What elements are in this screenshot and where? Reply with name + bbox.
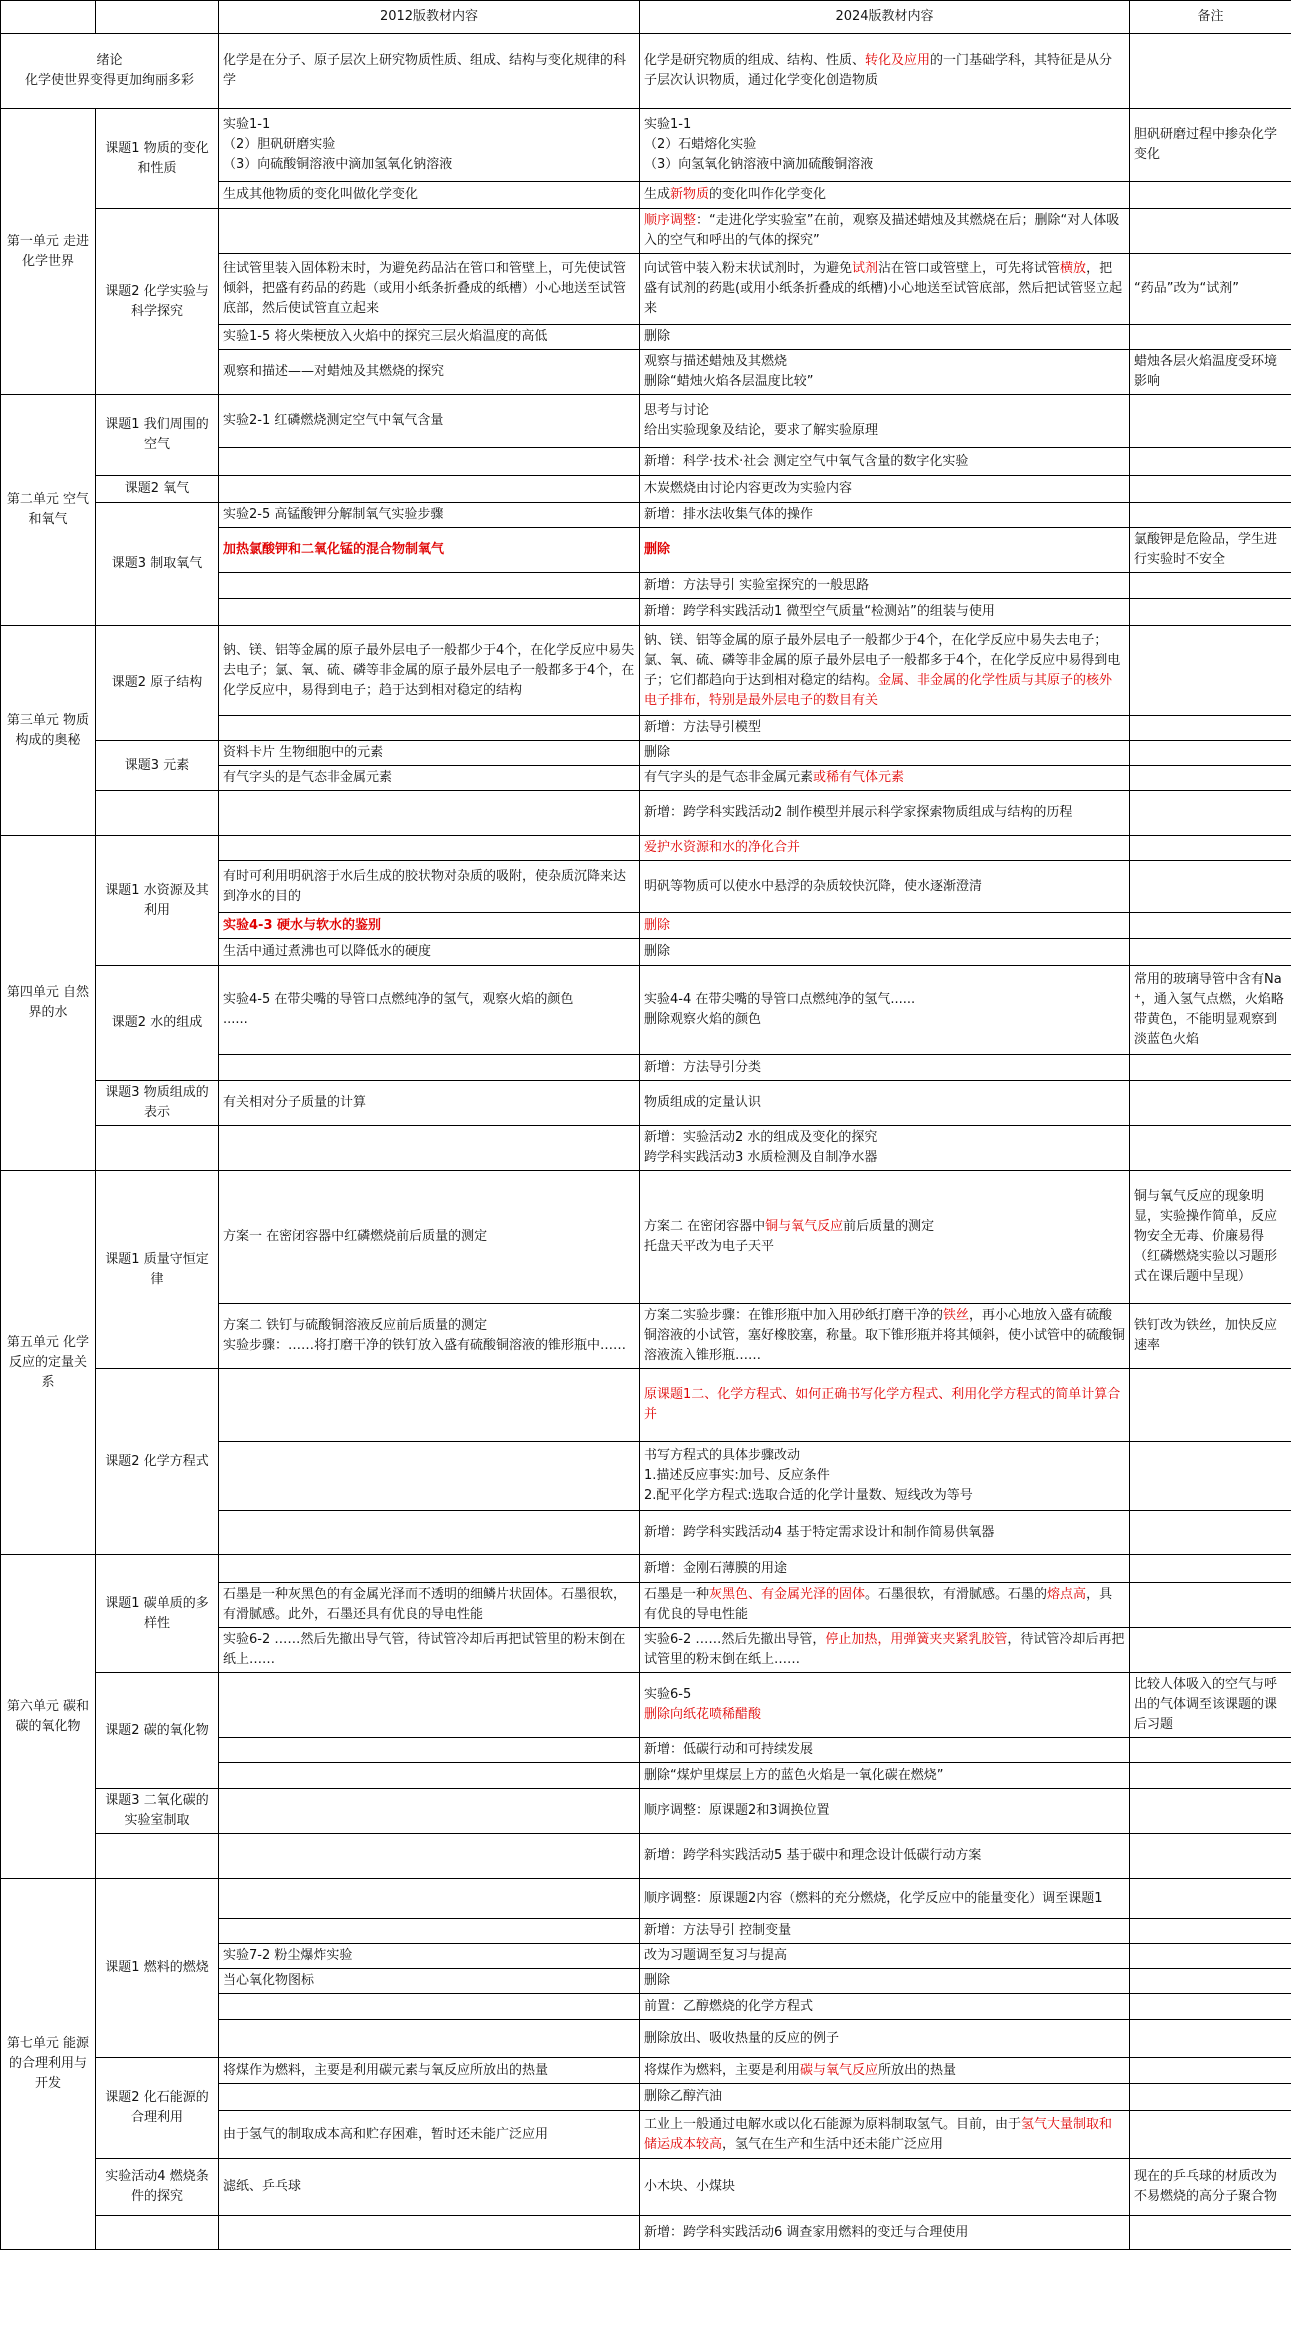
note-cell	[1130, 1081, 1291, 1126]
note-cell	[1130, 1628, 1291, 1673]
content-2012	[219, 1673, 640, 1738]
note-cell	[1130, 503, 1291, 528]
note-cell	[1130, 395, 1291, 448]
note-cell: 现在的乒乓球的材质改为不易燃烧的高分子聚合物	[1130, 2159, 1291, 2216]
content-2024: 删除“煤炉里煤层上方的蓝色火焰是一氧化碳在燃烧”	[640, 1763, 1130, 1789]
highlight-text: 删除向纸花喷稀醋酸	[644, 1707, 762, 1722]
text-line: ......	[223, 1012, 248, 1027]
content-2024: 顺序调整：原课题2内容（燃料的充分燃烧，化学反应中的能量变化）调至课题1	[640, 1879, 1130, 1919]
text-segment: 将煤作为燃料，主要是利用	[644, 2062, 801, 2078]
table-row	[1, 2159, 1291, 2216]
note-cell	[1130, 1994, 1291, 2020]
content-2012	[219, 599, 640, 626]
topic-cell: 课题1 碳单质的多样性	[96, 1555, 219, 1673]
table-row	[1, 2216, 1291, 2250]
note-cell	[1130, 1738, 1291, 1763]
content-2024: 新增：跨学科实践活动4 基于特定需求设计和制作简易供氧器	[640, 1511, 1130, 1555]
intro-unit-subtitle: 化学使世界变得更加绚丽多彩	[24, 73, 194, 88]
note-cell	[1130, 2058, 1291, 2084]
note-cell: 铁钉改为铁丝，加快反应速率	[1130, 1304, 1291, 1369]
content-2012	[219, 716, 640, 741]
content-2012	[219, 1763, 640, 1789]
text-line: 实验1-1	[644, 117, 692, 132]
content-2012	[219, 1789, 640, 1834]
note-cell	[1130, 573, 1291, 599]
content-2012	[219, 2216, 640, 2250]
text-segment: ，待试管冷却后再把试管里的粉末倒在纸上……	[644, 1632, 1125, 1667]
content-2012	[219, 109, 640, 182]
content-2024	[640, 109, 1130, 182]
highlight-text: 或稀有气体元素	[813, 770, 905, 785]
note-cell: 常用的玻璃导管中含有Na⁺，通入氢气点燃，火焰略带黄色，不能明显观察到淡蓝色火焰	[1130, 966, 1291, 1055]
text-segment: 方案二实验步骤：在锥形瓶中加入用砂纸打磨干净的	[644, 1308, 944, 1323]
topic-cell: 课题2 化学方程式	[96, 1369, 219, 1555]
highlight-text: 转化及应用	[865, 53, 931, 68]
header-note: 备注	[1130, 1, 1291, 34]
note-cell	[1130, 476, 1291, 503]
note-cell	[1130, 182, 1291, 209]
topic-cell: 课题2 化学实验与科学探究	[96, 209, 219, 395]
table-row	[1, 741, 1291, 766]
table-row	[1, 1369, 1291, 1442]
content-2024: 物质组成的定量认识	[640, 1081, 1130, 1126]
content-2024: 删除	[640, 913, 1130, 939]
note-cell	[1130, 2111, 1291, 2159]
content-2024: 新增：排水法收集气体的操作	[640, 503, 1130, 528]
topic-cell: 课题2 氧气	[96, 476, 219, 503]
content-2024	[640, 1126, 1130, 1171]
content-2012	[219, 573, 640, 599]
note-cell	[1130, 1555, 1291, 1583]
content-2024: 顺序调整：原课题2和3调换位置	[640, 1789, 1130, 1834]
note-cell	[1130, 939, 1291, 966]
content-2024: 新增：科学·技术·社会 测定空气中氧气含量的数字化实验	[640, 448, 1130, 476]
note-cell: 铜与氧气反应的现象明显，实验操作简单，反应物安全无毒、价廉易得（红磷燃烧实验以习题形式在课后题中呈现）	[1130, 1171, 1291, 1304]
note-cell	[1130, 766, 1291, 791]
content-2024: 删除放出、吸收热量的反应的例子	[640, 2020, 1130, 2058]
header-unit	[1, 1, 96, 34]
text-segment: 前后质量的测定 托盘天平改为电子天平	[644, 1219, 935, 1254]
content-2024: 新增：方法导引模型	[640, 716, 1130, 741]
table-row	[1, 503, 1291, 528]
topic-cell: 实验活动4 燃烧条件的探究	[96, 2159, 219, 2216]
content-2024	[640, 2111, 1130, 2159]
content-2024: 改为习题调至复习与提高	[640, 1944, 1130, 1969]
header-2024: 2024版教材内容	[640, 1, 1130, 34]
content-2012	[219, 836, 640, 861]
header-topic	[96, 1, 219, 34]
text-line: 删除观察火焰的颜色	[644, 1012, 762, 1027]
content-2012	[219, 1555, 640, 1583]
content-2012	[219, 1055, 640, 1081]
content-2012: 有气字头的是气态非金属元素	[219, 766, 640, 791]
note-cell	[1130, 1055, 1291, 1081]
content-2012	[219, 1738, 640, 1763]
content-2012	[219, 1511, 640, 1555]
content-2024: 删除	[640, 528, 1130, 573]
intro-2012: 化学是在分子、原子层次上研究物质性质、组成、结构与变化规律的科学	[219, 34, 640, 109]
text-line: 2.配平化学方程式:选取合适的化学计量数、短线改为等号	[644, 1488, 973, 1503]
intro-unit-title: 绪论	[96, 53, 123, 68]
text-line: 实验1-1	[223, 117, 271, 132]
note-cell	[1130, 1969, 1291, 1994]
highlight-text: 灰黑色、有金属光泽的固体	[709, 1587, 866, 1602]
text-segment: 的变化叫作化学变化	[709, 187, 827, 202]
content-2012: 实验7-2 粉尘爆炸实验	[219, 1944, 640, 1969]
table-row	[1, 791, 1291, 836]
text-segment: ，具有优良的导电性能	[644, 1587, 1113, 1622]
table-row	[1, 1789, 1291, 1834]
content-2024: 爱护水资源和水的净化合并	[640, 836, 1130, 861]
table-row	[1, 395, 1291, 448]
highlight-text: 顺序调整	[644, 213, 697, 228]
table-row	[1, 966, 1291, 1055]
note-cell	[1130, 1763, 1291, 1789]
unit-cell: 第四单元 自然界的水	[1, 836, 96, 1171]
content-2024	[640, 1171, 1130, 1304]
topic-cell: 课题2 碳的氧化物	[96, 1673, 219, 1789]
highlight-text: 试剂	[852, 261, 879, 276]
content-2012: 石墨是一种灰黑色的有金属光泽而不透明的细鳞片状固体。石墨很软，有滑腻感。此外，石墨还具有优良的导电性能	[219, 1583, 640, 1628]
table-row	[1, 1834, 1291, 1879]
note-cell	[1130, 1789, 1291, 1834]
content-2012	[219, 476, 640, 503]
text-segment: ，氢气在生产和生活中还未能广泛应用	[722, 2136, 944, 2152]
text-line: （3）向氢氧化钠溶液中滴加硫酸铜溶液	[644, 157, 874, 172]
text-line: 跨学科实践活动3 水质检测及自制净水器	[644, 1150, 878, 1165]
content-2012	[219, 1369, 640, 1442]
note-cell	[1130, 836, 1291, 861]
note-cell	[1130, 1511, 1291, 1555]
text-segment: 。石墨很软，有滑腻感。石墨的	[865, 1587, 1048, 1602]
note-cell	[1130, 626, 1291, 716]
topic-cell: 课题1 水资源及其利用	[96, 836, 219, 966]
content-2012	[219, 791, 640, 836]
content-2012: 由于氢气的制取成本高和贮存困难，暂时还未能广泛应用	[219, 2111, 640, 2159]
content-2024: 新增：跨学科实践活动1 微型空气质量“检测站”的组装与使用	[640, 599, 1130, 626]
content-2024: 删除	[640, 1969, 1130, 1994]
content-2024: 新增：方法导引 控制变量	[640, 1919, 1130, 1944]
table-row	[1, 109, 1291, 182]
text-segment: 石墨是一种	[644, 1587, 710, 1602]
content-2024: 新增：方法导引分类	[640, 1055, 1130, 1081]
highlight-text: 新物质	[670, 187, 710, 202]
content-2012: 当心氧化物图标	[219, 1969, 640, 1994]
unit-cell: 第五单元 化学反应的定量关系	[1, 1171, 96, 1555]
content-2012: 实验2-1 红磷燃烧测定空气中氧气含量	[219, 395, 640, 448]
content-2012: 有关相对分子质量的计算	[219, 1081, 640, 1126]
text-line: （2）石蜡熔化实验	[644, 137, 757, 152]
content-2024	[640, 1583, 1130, 1628]
highlight-text: 氢气大量制取和储运成本较高	[644, 2116, 1113, 2152]
topic-cell: 课题2 化石能源的合理利用	[96, 2058, 219, 2159]
text-segment: 生成	[644, 187, 671, 202]
topic-cell	[96, 2216, 219, 2250]
text-segment: 所放出的热量	[878, 2062, 957, 2078]
text-segment: 实验6-2 ……然后先撤出导管，	[644, 1632, 826, 1647]
note-cell	[1130, 2084, 1291, 2111]
highlight-text: 铁丝	[943, 1308, 970, 1323]
content-2024	[640, 350, 1130, 395]
note-cell	[1130, 1369, 1291, 1442]
content-2024: 新增：跨学科实践活动6 调查家用燃料的变迁与合理使用	[640, 2216, 1130, 2250]
text-line: （2）胆矾研磨实验	[223, 137, 336, 152]
content-2024: 新增：跨学科实践活动5 基于碳中和理念设计低碳行动方案	[640, 1834, 1130, 1879]
table-row	[1, 836, 1291, 861]
text-segment: 的一门基础学科，其特征是从分子层次认识物质，通过化学变化创造物质	[644, 53, 1113, 88]
table-row	[1, 1879, 1291, 1919]
highlight-text: 横放	[1060, 261, 1087, 276]
content-2012: 往试管里装入固体粉末时，为避免药品沾在管口和管壁上，可先使试管倾斜，把盛有药品的药匙（或用小纸条折叠成的纸槽）小心地送至试管底部，然后使试管直立起来	[219, 254, 640, 325]
topic-cell: 课题3 物质组成的表示	[96, 1081, 219, 1126]
unit-cell: 第一单元 走进化学世界	[1, 109, 96, 395]
note-cell	[1130, 2216, 1291, 2250]
table-row	[1, 476, 1291, 503]
table-row	[1, 1126, 1291, 1171]
content-2024: 新增：跨学科实践活动2 制作模型并展示科学家探索物质组成与结构的历程	[640, 791, 1130, 836]
intro-unit-cell	[1, 34, 219, 109]
content-2012: 滤纸、乒乓球	[219, 2159, 640, 2216]
note-cell	[1130, 1126, 1291, 1171]
note-cell	[1130, 913, 1291, 939]
header-row	[1, 1, 1291, 34]
content-2012	[219, 1442, 640, 1511]
topic-cell: 课题1 物质的变化和性质	[96, 109, 219, 209]
note-cell	[1130, 791, 1291, 836]
text-segment: 有气字头的是气态非金属元素	[644, 770, 814, 785]
highlight-text: 金属、非金属的化学性质与其原子的核外电子排布，特别是最外层电子的数目有关	[644, 672, 1113, 708]
content-2012: 将煤作为燃料，主要是利用碳元素与氧反应所放出的热量	[219, 2058, 640, 2084]
content-2024: 新增：方法导引 实验室探究的一般思路	[640, 573, 1130, 599]
content-2024	[640, 1304, 1130, 1369]
topic-cell: 课题2 水的组成	[96, 966, 219, 1081]
content-2012: 有时可利用明矾溶于水后生成的胶状物对杂质的吸附，使杂质沉降来达到净水的目的	[219, 861, 640, 913]
text-segment: 工业上一般通过电解水或以化石能源为原料制取氢气。目前，由于	[644, 2116, 1022, 2132]
note-cell	[1130, 1944, 1291, 1969]
intro-row	[1, 34, 1291, 109]
content-2024	[640, 182, 1130, 209]
content-2024: 明矾等物质可以使水中悬浮的杂质较快沉降，使水逐渐澄清	[640, 861, 1130, 913]
unit-cell: 第三单元 物质构成的奥秘	[1, 626, 96, 836]
topic-cell	[96, 1126, 219, 1171]
highlight-text: 熔点高	[1047, 1587, 1087, 1602]
note-cell	[1130, 1879, 1291, 1919]
text-segment: 向试管中装入粉末状试剂时，为避免	[644, 261, 853, 276]
text-segment: ，把盛有试剂的药匙(或用小纸条折叠成的纸槽)小心地送至试管底部，然后把试管竖立起来	[644, 261, 1123, 316]
content-2024	[640, 209, 1130, 254]
unit-cell: 第六单元 碳和碳的氧化物	[1, 1555, 96, 1879]
content-2012	[219, 2084, 640, 2111]
content-2024: 删除乙醇汽油	[640, 2084, 1130, 2111]
content-2024: 新增：金刚石薄膜的用途	[640, 1555, 1130, 1583]
topic-cell	[96, 791, 219, 836]
text-line: （3）向硫酸铜溶液中滴加氢氧化钠溶液	[223, 157, 453, 172]
note-cell: 比较人体吸入的空气与呼出的气体调至该课题的课后习题	[1130, 1673, 1291, 1738]
text-line: 1.描述反应事实:加号、反应条件	[644, 1468, 830, 1483]
content-2012	[219, 2020, 640, 2058]
content-2012: 方案一 在密闭容器中红磷燃烧前后质量的测定	[219, 1171, 640, 1304]
note-cell	[1130, 448, 1291, 476]
text-segment: 钠、镁、铝等金属的原子最外层电子一般都少于4个，在化学反应中易失去电子；氯、氧、硫、磷等非金属的原子最外层电子一般都多于4个，在化学反应中易得到电子；它们都趋向于达到相对稳定的结构。	[644, 632, 1121, 688]
content-2012	[219, 966, 640, 1055]
content-2012	[219, 1919, 640, 1944]
topic-cell: 课题3 制取氧气	[96, 503, 219, 626]
content-2024	[640, 626, 1130, 716]
content-2012: 钠、镁、铝等金属的原子最外层电子一般都少于4个，在化学反应中易失去电子；氯、氧、硫、磷等非金属的原子最外层电子一般都多于4个，在化学反应中，易得到电子；趋于达到相对稳定的结构	[219, 626, 640, 716]
highlight-text: 停止加热，用弹簧夹夹紧乳胶管	[825, 1632, 1008, 1647]
text-segment: ，再小心地放入盛有硫酸铜溶液的小试管，塞好橡胶塞，称量。取下锥形瓶并将其倾斜，使小试管中的硫酸铜溶液流入锥形瓶……	[644, 1308, 1126, 1363]
content-2012: 生活中通过煮沸也可以降低水的硬度	[219, 939, 640, 966]
note-cell	[1130, 741, 1291, 766]
text-line: 实验4-5 在带尖嘴的导管口点燃纯净的氢气，观察火焰的颜色	[223, 992, 574, 1007]
topic-cell: 课题3 二氧化碳的实验室制取	[96, 1789, 219, 1834]
table-row	[1, 209, 1291, 254]
note-cell	[1130, 1442, 1291, 1511]
highlight-text: 铜与氧气反应	[765, 1219, 844, 1234]
text-line: 观察与描述蜡烛及其燃烧	[644, 354, 788, 369]
header-2012: 2012版教材内容	[219, 1, 640, 34]
content-2012: 实验2-5 高锰酸钾分解制氧气实验步骤	[219, 503, 640, 528]
topic-cell: 课题1 质量守恒定律	[96, 1171, 219, 1369]
content-2012: 实验4-3 硬水与软水的鉴别	[219, 913, 640, 939]
note-cell	[1130, 209, 1291, 254]
content-2024	[640, 2058, 1130, 2084]
content-2012: 观察和描述——对蜡烛及其燃烧的探究	[219, 350, 640, 395]
table-row	[1, 1081, 1291, 1126]
content-2012	[219, 209, 640, 254]
text-segment: 化学是研究物质的组成、结构、性质、	[644, 53, 866, 68]
topic-cell: 课题3 元素	[96, 741, 219, 791]
intro-2024	[640, 34, 1130, 109]
table-row	[1, 1171, 1291, 1304]
content-2012	[219, 448, 640, 476]
topic-cell	[96, 1834, 219, 1879]
content-2024: 前置：乙醇燃烧的化学方程式	[640, 1994, 1130, 2020]
content-2024	[640, 254, 1130, 325]
table-row	[1, 626, 1291, 716]
topic-cell: 课题1 我们周围的空气	[96, 395, 219, 476]
text-line: 新增：实验活动2 水的组成及变化的探究	[644, 1130, 878, 1145]
table-row	[1, 2058, 1291, 2084]
note-cell	[1130, 1834, 1291, 1879]
highlight-text: 碳与氧气反应	[800, 2062, 879, 2078]
content-2024: 新增：低碳行动和可持续发展	[640, 1738, 1130, 1763]
content-2024	[640, 1442, 1130, 1511]
text-segment: 方案二 在密闭容器中	[644, 1219, 766, 1234]
unit-cell: 第二单元 空气和氧气	[1, 395, 96, 626]
intro-note	[1130, 34, 1291, 109]
text-line: 给出实验现象及结论，要求了解实验原理	[644, 423, 879, 438]
note-cell	[1130, 599, 1291, 626]
note-cell: 胆矾研磨过程中掺杂化学变化	[1130, 109, 1291, 182]
content-2024	[640, 1628, 1130, 1673]
text-segment: ：“走进化学实验室”在前，观察及描述蜡烛及其燃烧在后；删除“对人体吸入的空气和呼出的气体的探究”	[644, 213, 1120, 248]
table-row	[1, 1555, 1291, 1583]
content-2024	[640, 966, 1130, 1055]
note-cell	[1130, 716, 1291, 741]
content-2012: 方案二 铁钉与硫酸铜溶液反应前后质量的测定 实验步骤：……将打磨干净的铁钉放入盛有硫酸铜溶液的锥形瓶中……	[219, 1304, 640, 1369]
note-cell	[1130, 861, 1291, 913]
content-2012: 加热氯酸钾和二氧化锰的混合物制氧气	[219, 528, 640, 573]
content-2012	[219, 1994, 640, 2020]
text-segment: 实验6-5	[644, 1687, 692, 1702]
content-2012: 实验6-2 ……然后先撤出导气管，待试管冷却后再把试管里的粉末倒在纸上……	[219, 1628, 640, 1673]
text-line: 思考与讨论	[644, 403, 710, 418]
content-2024	[640, 395, 1130, 448]
content-2024: 木炭燃烧由讨论内容更改为实验内容	[640, 476, 1130, 503]
content-2024	[640, 766, 1130, 791]
content-2024	[640, 1673, 1130, 1738]
content-2024: 删除	[640, 741, 1130, 766]
content-2012: 实验1-5 将火柴梗放入火焰中的探究三层火焰温度的高低	[219, 325, 640, 350]
content-2012: 生成其他物质的变化叫做化学变化	[219, 182, 640, 209]
text-segment: 沾在管口或管壁上，可先将试管	[878, 261, 1061, 276]
note-cell	[1130, 2020, 1291, 2058]
note-cell: 蜡烛各层火焰温度受环境影响	[1130, 350, 1291, 395]
content-2012: 资料卡片 生物细胞中的元素	[219, 741, 640, 766]
topic-cell: 课题1 燃料的燃烧	[96, 1879, 219, 2058]
text-line: 删除“蜡烛火焰各层温度比较”	[644, 374, 814, 389]
content-2024: 删除	[640, 325, 1130, 350]
content-2012	[219, 1879, 640, 1919]
text-line: 书写方程式的具体步骤改动	[644, 1448, 801, 1463]
table-row	[1, 1673, 1291, 1738]
note-cell	[1130, 1919, 1291, 1944]
note-cell: “药品”改为“试剂”	[1130, 254, 1291, 325]
content-2012	[219, 1126, 640, 1171]
topic-cell: 课题2 原子结构	[96, 626, 219, 741]
unit-cell: 第七单元 能源的合理利用与开发	[1, 1879, 96, 2250]
text-line: 实验4-4 在带尖嘴的导管口点燃纯净的氢气......	[644, 992, 916, 1007]
note-cell	[1130, 1583, 1291, 1628]
content-2024: 原课题1二、化学方程式、如何正确书写化学方程式、利用化学方程式的简单计算合并	[640, 1369, 1130, 1442]
content-2024: 小木块、小煤块	[640, 2159, 1130, 2216]
content-2012	[219, 1834, 640, 1879]
note-cell: 氯酸钾是危险品，学生进行实验时不安全	[1130, 528, 1291, 573]
note-cell	[1130, 325, 1291, 350]
content-2024: 删除	[640, 939, 1130, 966]
